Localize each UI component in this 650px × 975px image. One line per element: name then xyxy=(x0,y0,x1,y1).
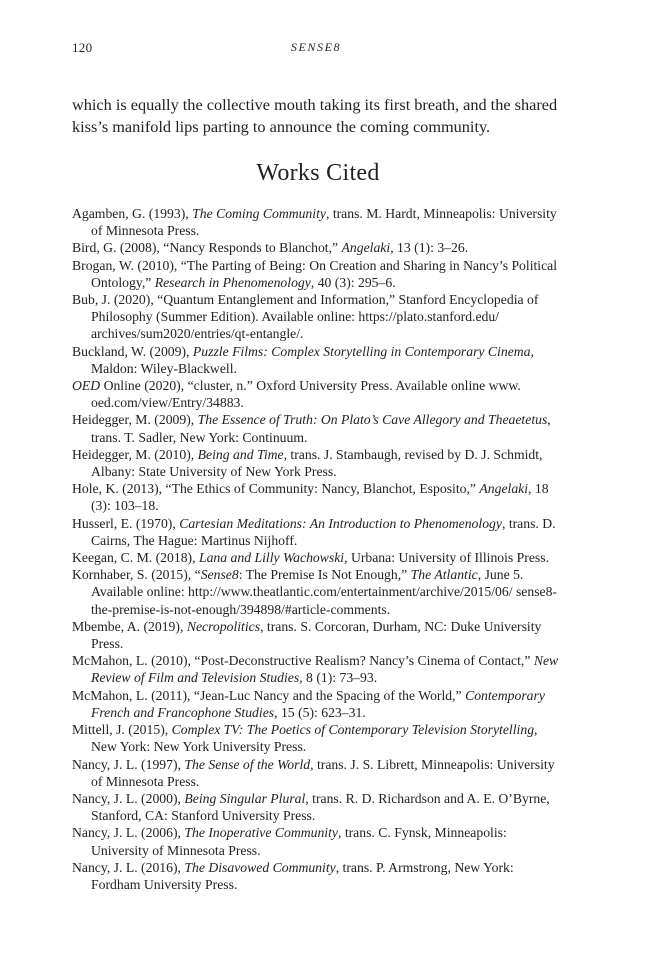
citation-text: , Maldon: Wiley-Blackwell. xyxy=(91,343,534,376)
citation-text: , Urbana: University of Illinois Press. xyxy=(344,550,549,566)
citation-title: Contemporary French and Francophone Studies xyxy=(91,687,545,720)
citation-text: Nancy, J. L. (2000), xyxy=(72,790,185,806)
citation-title: Sense8 xyxy=(200,567,239,583)
citation-title: Research in Phenomenology xyxy=(154,274,311,290)
paragraph-line: kiss’s manifold lips parting to announce the coming community. xyxy=(72,117,491,136)
citation-text: , trans. C. Fynsk, Minneapolis: University of Minnesota Press. xyxy=(91,825,507,858)
citation-text: , trans. J. Stambaugh, revised by D. J. Schmidt, Albany: State University of New York Press. xyxy=(91,446,543,480)
citation-title: Complex TV: The Poetics of Contemporary Television Storytelling xyxy=(171,722,535,738)
citation-title: The Essence of Truth: On Plato’s Cave Allegory and Theaetetus xyxy=(197,412,548,428)
citation-entry xyxy=(72,480,564,514)
page-header xyxy=(72,40,560,60)
citation-entry xyxy=(72,790,564,824)
citation-title: Being and Time xyxy=(197,446,284,462)
citation-entry xyxy=(72,721,564,755)
citation-entry xyxy=(72,618,564,652)
citation-entry xyxy=(72,205,564,239)
citation-entry xyxy=(72,377,564,411)
citation-title: The Inoperative Community xyxy=(184,825,338,841)
citation-text: Kornhaber, S. (2015), “ xyxy=(72,567,201,583)
citation-title: Necropolitics xyxy=(186,618,261,634)
citation-text: Nancy, J. L. (2006), xyxy=(72,825,185,841)
citation-text: Mittell, J. (2015), xyxy=(72,722,172,738)
citation-text: Husserl, E. (1970), xyxy=(72,515,180,531)
citation-text: Mbembe, A. (2019), xyxy=(72,618,187,634)
citation-text: Bird, G. (2008), “Nancy Responds to Blanchot,” xyxy=(72,240,342,256)
citation-title: Angelaki xyxy=(479,481,529,497)
citation-text: , 15 (5): 623–31. xyxy=(274,704,366,720)
page-number: 120 xyxy=(72,40,93,55)
works-cited-list xyxy=(72,205,564,893)
citation-text: Buckland, W. (2009), xyxy=(72,343,193,359)
citation-entry xyxy=(72,343,564,377)
citation-text: Heidegger, M. (2010), xyxy=(72,446,198,462)
citation-entry xyxy=(72,756,564,790)
citation-entry xyxy=(72,652,564,686)
citation-text: , trans. R. D. Richardson and A. E. O’Byrne, Stanford, CA: Stanford University Press. xyxy=(91,790,550,824)
citation-entry xyxy=(72,257,564,291)
citation-text: , 40 (3): 295–6. xyxy=(310,274,396,290)
citation-title: The Atlantic xyxy=(410,567,478,583)
running-head: SENSE8 xyxy=(290,40,342,54)
citation-title: OED xyxy=(72,378,101,394)
citation-text: , 13 (1): 3–26. xyxy=(390,240,469,256)
citation-text: , trans. S. Corcoran, Durham, NC: Duke University Press. xyxy=(91,618,542,652)
citation-title: Angelaki xyxy=(341,240,391,256)
citation-title: The Disavowed Community xyxy=(184,859,336,875)
citation-text: Hole, K. (2013), “The Ethics of Community: Nancy, Blanchot, Esposito,” xyxy=(72,481,480,497)
citation-entry xyxy=(72,859,564,893)
citation-text: , trans. P. Armstrong, New York: Fordham University Press. xyxy=(91,859,514,892)
citation-text: , 18 (3): 103–18. xyxy=(91,481,549,514)
citation-text: Agamben, G. (1993), xyxy=(72,206,193,221)
citation-text: Keegan, C. M. (2018), xyxy=(72,550,199,566)
citation-title: The Coming Community xyxy=(192,206,326,221)
citation-entry xyxy=(72,291,564,343)
citation-entry xyxy=(72,411,564,445)
citation-title: The Sense of the World xyxy=(184,756,311,772)
citation-entry xyxy=(72,687,564,721)
citation-text: , June 5. Available online: http://www.theatlantic.com/entertainment/archive/2015/06/ sense8-the-premise-is-not-enough/394898/#article-comments. xyxy=(91,567,557,617)
citation-entry xyxy=(72,824,564,858)
paragraph-line: which is equally the collective mouth taking its first breath, and the shared xyxy=(72,95,558,114)
citation-text: , trans. T. Sadler, New York: Continuum. xyxy=(91,412,551,445)
citation-entry xyxy=(72,515,564,549)
citation-title: Puzzle Films: Complex Storytelling in Contemporary Cinema xyxy=(192,343,531,359)
citation-title: New Review of Film and Television Studies xyxy=(91,653,559,686)
citation-text: Brogan, W. (2010), “The Parting of Being: On Creation and Sharing in Nancy’s Political Ontology,” xyxy=(72,257,558,290)
citation-title: Cartesian Meditations: An Introduction to Phenomenology xyxy=(179,515,502,531)
citation-title: Being Singular Plural xyxy=(184,790,306,806)
citation-entry xyxy=(72,446,564,480)
body-paragraph xyxy=(72,94,564,138)
citation-text: McMahon, L. (2010), “Post-Deconstructive Realism? Nancy’s Cinema of Contact,” xyxy=(72,653,534,669)
citation-entry xyxy=(72,239,564,256)
citation-text: , New York: New York University Press. xyxy=(91,722,538,755)
citation-text: Heidegger, M. (2009), xyxy=(72,412,198,428)
citation-text: , trans. D. Cairns, The Hague: Martinus Nijhoff. xyxy=(91,515,556,548)
citation-text: , trans. M. Hardt, Minneapolis: University of Minnesota Press. xyxy=(91,206,557,239)
citation-entry xyxy=(72,549,564,566)
section-title: Works Cited xyxy=(256,160,380,186)
citation-title: Lana and Lilly Wachowski xyxy=(198,550,345,566)
citation-text: Nancy, J. L. (1997), xyxy=(72,756,185,772)
citation-text: : The Premise Is Not Enough,” xyxy=(238,567,411,583)
citation-text: McMahon, L. (2011), “Jean-Luc Nancy and the Spacing of the World,” xyxy=(72,687,466,703)
citation-text: Nancy, J. L. (2016), xyxy=(72,859,185,875)
citation-entry xyxy=(72,566,564,618)
citation-text: Bub, J. (2020), “Quantum Entanglement and Information,” Stanford Encyclopedia of Philosophy (Summer Edition). Available online: https://plato.stanford.edu/ archives/sum2020/entries/qt-entangle/. xyxy=(72,292,539,342)
citation-text: , trans. J. S. Librett, Minneapolis: University of Minnesota Press. xyxy=(91,756,555,789)
citation-text: Online (2020), “cluster, n.” Oxford University Press. Available online www. oed.com/view/Entry/34883. xyxy=(91,378,521,411)
citation-text: , 8 (1): 73–93. xyxy=(299,670,378,686)
